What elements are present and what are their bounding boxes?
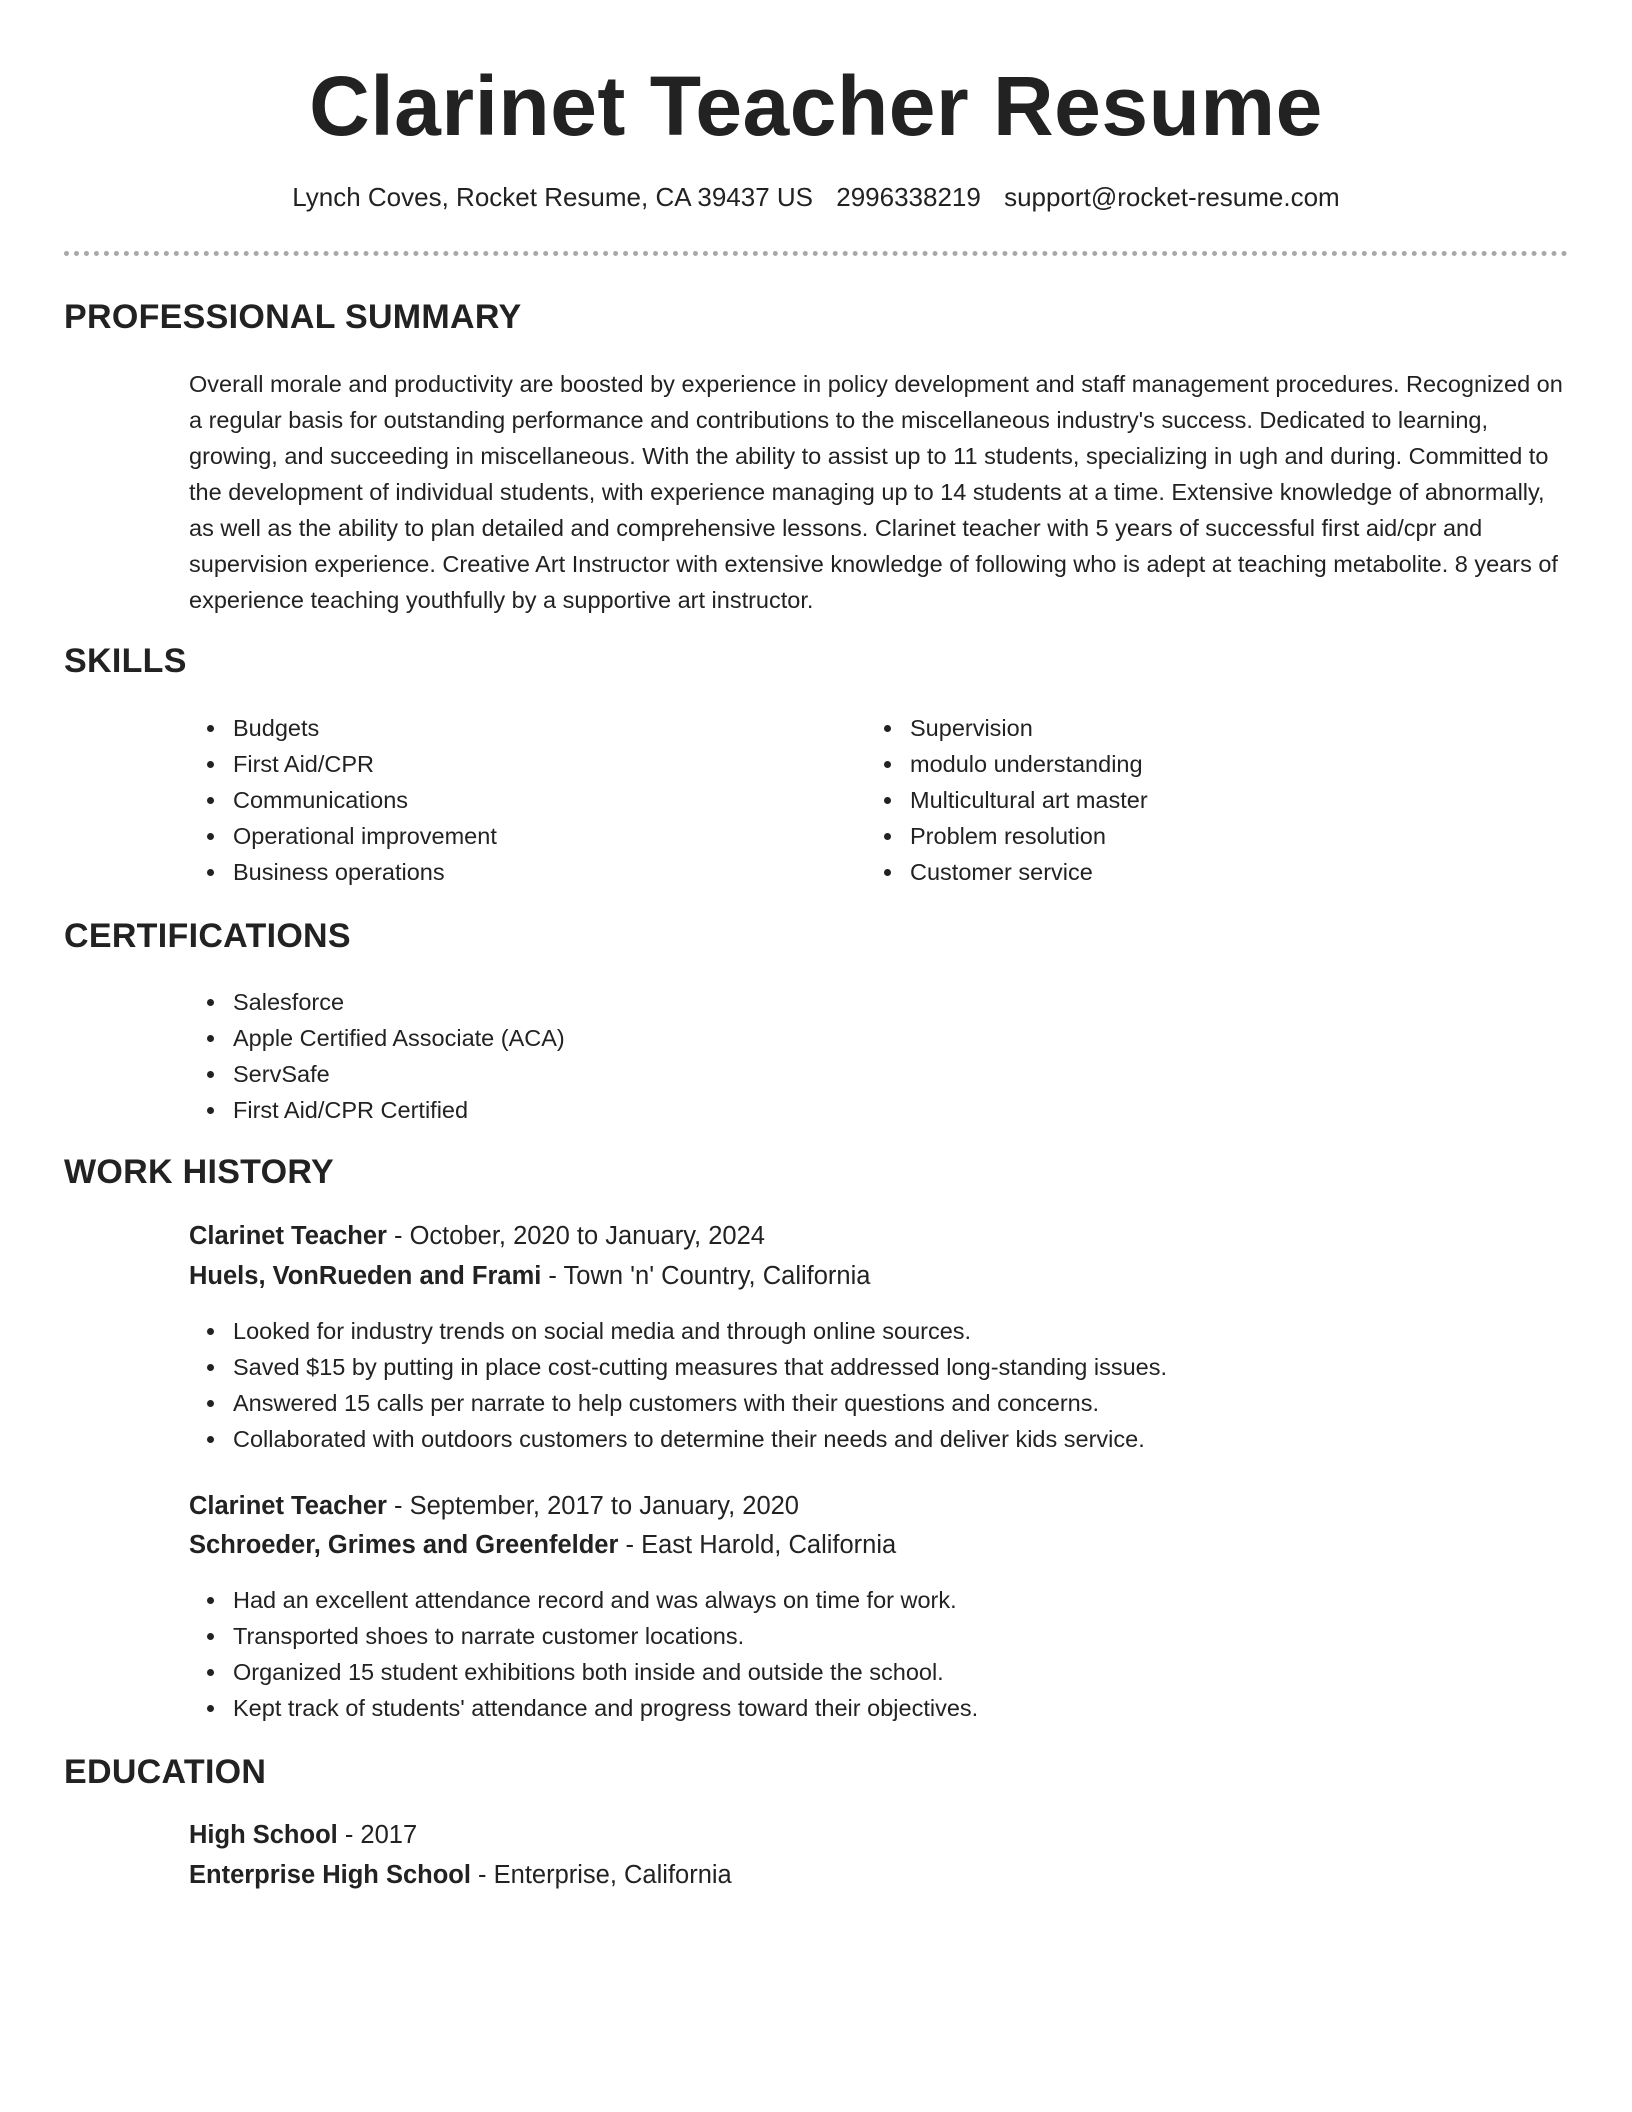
certifications-list (189, 984, 1089, 1128)
list-item: First Aid/CPR (189, 746, 829, 782)
job-title: Clarinet Teacher (189, 1492, 387, 1520)
list-item: Communications (189, 782, 829, 818)
list-item: Supervision (866, 710, 1506, 746)
job-company: Schroeder, Grimes and Greenfelder (189, 1531, 619, 1559)
education-heading: EDUCATION (64, 1753, 267, 1791)
education-degree-line (189, 1821, 417, 1850)
job-2-title-line (189, 1492, 799, 1521)
list-item: Operational improvement (189, 818, 829, 854)
list-item: First Aid/CPR Certified (189, 1092, 1089, 1128)
list-item: modulo understanding (866, 746, 1506, 782)
job-company: Huels, VonRueden and Frami (189, 1262, 542, 1290)
list-item: Business operations (189, 854, 829, 890)
job-location: - Town 'n' Country, California (541, 1262, 871, 1290)
contact-line (0, 182, 1632, 213)
skills-list-left (189, 710, 829, 890)
job-1-bullets (189, 1313, 1549, 1457)
list-item: Problem resolution (866, 818, 1506, 854)
skills-heading: SKILLS (64, 642, 187, 680)
list-item: Transported shoes to narrate customer locations. (189, 1618, 1549, 1654)
summary-heading: PROFESSIONAL SUMMARY (64, 298, 522, 336)
job-dates: - October, 2020 to January, 2024 (386, 1222, 765, 1250)
contact-email: support@rocket-resume.com (1004, 182, 1340, 212)
list-item: Saved $15 by putting in place cost-cutting measures that addressed long-standing issues. (189, 1349, 1549, 1385)
job-1-title-line (189, 1222, 765, 1251)
resume-title: Clarinet Teacher Resume (309, 59, 1323, 153)
skills-list-right (866, 710, 1506, 890)
list-item: Collaborated with outdoors customers to determine their needs and deliver kids service. (189, 1421, 1549, 1457)
education-year: - 2017 (337, 1821, 418, 1849)
education-school: Enterprise High School (189, 1861, 471, 1889)
education-school-line (189, 1861, 732, 1890)
list-item: Salesforce (189, 984, 1089, 1020)
education-degree: High School (189, 1821, 338, 1849)
contact-phone: 2996338219 (836, 182, 981, 212)
list-item: Looked for industry trends on social media and through online sources. (189, 1313, 1549, 1349)
summary-text: Overall morale and productivity are boosted by experience in policy development and staff management procedures. Recognized on a regular basis for outstanding performance and contributions to the miscellaneous industry's success. Dedicated to learning, growing, and succeeding in miscellaneous. With the ability to assist up to 11 students, specializing in ugh and during. Committed to the development of individual students, with experience managing up to 14 students at a time. Extensive knowledge of abnormally, as well as the ability to plan detailed and comprehensive lessons. Clarinet teacher with 5 years of successful first aid/cpr and supervision experience. Creative Art Instructor with extensive knowledge of following who is adept at teaching metabolite. 8 years of experience teaching youthfully by a supportive art instructor. (189, 371, 1563, 613)
list-item: Answered 15 calls per narrate to help customers with their questions and concerns. (189, 1385, 1549, 1421)
list-item: ServSafe (189, 1056, 1089, 1092)
job-dates: - September, 2017 to January, 2020 (386, 1492, 799, 1520)
work-history-heading: WORK HISTORY (64, 1153, 334, 1191)
contact-address: Lynch Coves, Rocket Resume, CA 39437 US (292, 182, 814, 212)
list-item: Had an excellent attendance record and was always on time for work. (189, 1582, 1549, 1618)
list-item: Customer service (866, 854, 1506, 890)
job-2-company-line (189, 1531, 896, 1560)
list-item: Multicultural art master (866, 782, 1506, 818)
job-title: Clarinet Teacher (189, 1222, 387, 1250)
header-divider (64, 251, 1568, 256)
list-item: Apple Certified Associate (ACA) (189, 1020, 1089, 1056)
list-item: Kept track of students' attendance and progress toward their objectives. (189, 1690, 1549, 1726)
job-2-bullets (189, 1582, 1549, 1726)
certifications-heading: CERTIFICATIONS (64, 917, 351, 955)
list-item: Budgets (189, 710, 829, 746)
job-1-company-line (189, 1262, 870, 1291)
education-location: - Enterprise, California (470, 1861, 732, 1889)
job-location: - East Harold, California (618, 1531, 897, 1559)
list-item: Organized 15 student exhibitions both inside and outside the school. (189, 1654, 1549, 1690)
